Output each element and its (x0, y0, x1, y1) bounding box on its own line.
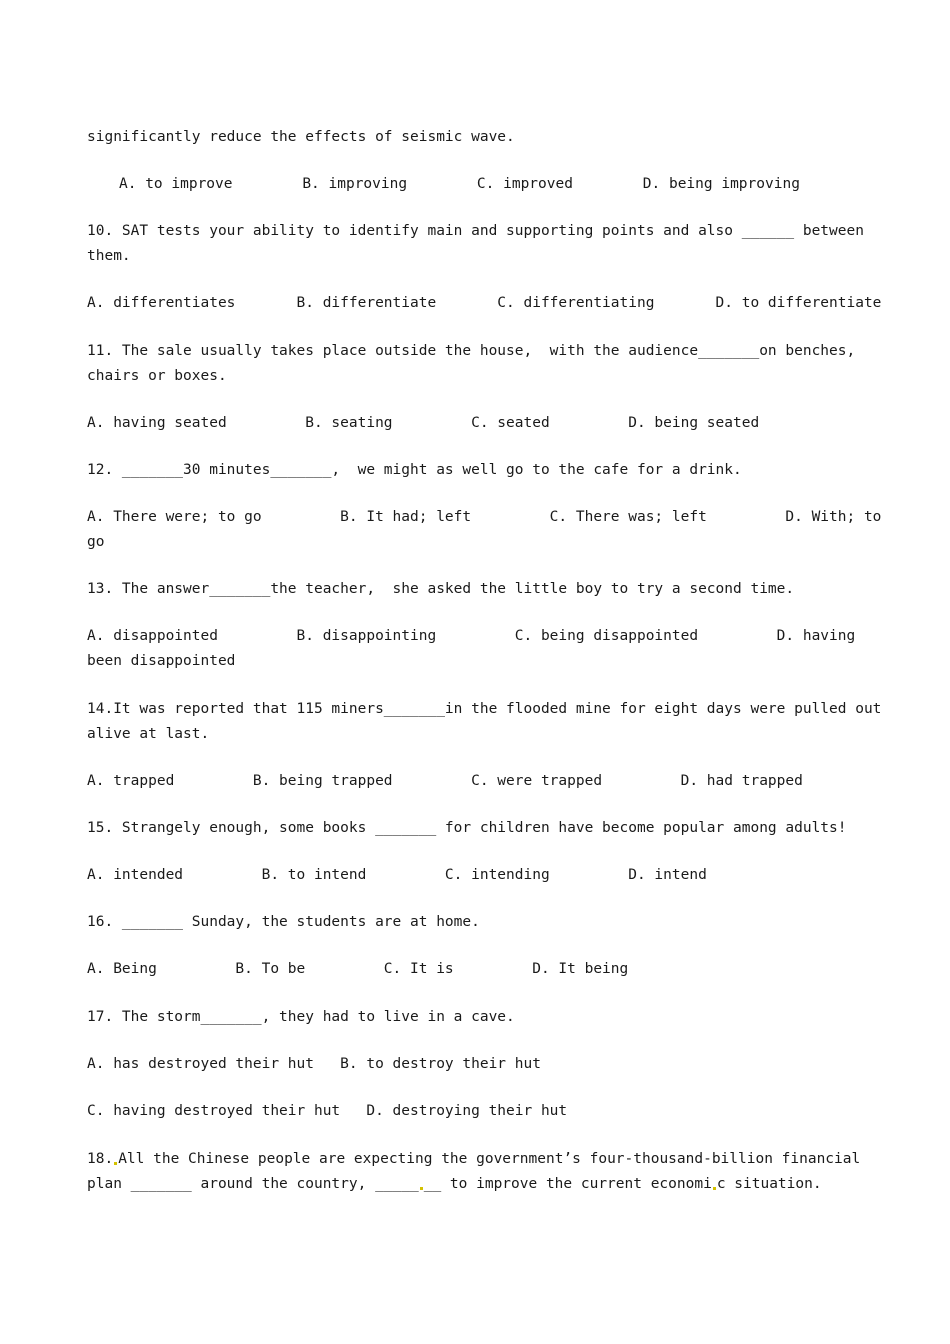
q13-options-wrap: been disappointed (87, 653, 236, 669)
q14-stem-line1: 14.It was reported that 115 miners_______in the flooded mine for eight days were pulled out (87, 701, 882, 717)
q12-stem: 12. _______30 minutes_______, we might as well go to the cafe for a drink. (87, 462, 742, 478)
q12-options: A. There were; to go B. It had; left C. There was; left D. With; to (87, 509, 882, 525)
highlight-dot-icon (114, 1162, 117, 1165)
q10-stem-line2: them. (87, 248, 131, 264)
q11-stem-line1: 11. The sale usually takes place outside the house, with the audience_______on benches, (87, 343, 856, 359)
q18-line2-part2: __ to improve the current economi (423, 1176, 712, 1192)
q18-number: 18. (87, 1151, 114, 1167)
q15-options: A. intended B. to intend C. intending D. intend (87, 867, 707, 883)
q9-options: A. to improve B. improving C. improved D. being improving (119, 176, 800, 192)
q18-stem-line2 (87, 1174, 822, 1194)
q12-options-wrap: go (87, 534, 105, 550)
q13-options: A. disappointed B. disappointing C. being disappointed D. having (87, 628, 856, 644)
q11-stem-line2: chairs or boxes. (87, 368, 227, 384)
q10-options: A. differentiates B. differentiate C. differentiating D. to differentiate (87, 295, 882, 311)
q17-stem: 17. The storm_______, they had to live in a cave. (87, 1009, 515, 1025)
highlight-dot-icon (713, 1187, 716, 1190)
q10-stem-line1: 10. SAT tests your ability to identify main and supporting points and also ______ between (87, 223, 864, 239)
highlight-dot-icon (420, 1187, 423, 1190)
q16-stem: 16. _______ Sunday, the students are at home. (87, 914, 480, 930)
q15-stem: 15. Strangely enough, some books _______ for children have become popular among adults! (87, 820, 847, 836)
q9-continuation: significantly reduce the effects of seismic wave. (87, 129, 515, 145)
q16-options: A. Being B. To be C. It is D. It being (87, 961, 629, 977)
q17-options-cd: C. having destroyed their hut D. destroying their hut (87, 1103, 568, 1119)
q17-options-ab: A. has destroyed their hut B. to destroy their hut (87, 1056, 541, 1072)
q13-stem: 13. The answer_______the teacher, she asked the little boy to try a second time. (87, 581, 795, 597)
q14-options: A. trapped B. being trapped C. were trapped D. had trapped (87, 773, 803, 789)
q18-stem-line1 (87, 1149, 860, 1169)
q18-line2-part3: c situation. (716, 1176, 822, 1192)
q18-stem-text: All the Chinese people are expecting the government’s four-thousand-billion financial (118, 1151, 861, 1167)
q18-line2-part1: plan _______ around the country, _____ (87, 1176, 419, 1192)
q14-stem-line2: alive at last. (87, 726, 210, 742)
q11-options: A. having seated B. seating C. seated D. being seated (87, 415, 760, 431)
